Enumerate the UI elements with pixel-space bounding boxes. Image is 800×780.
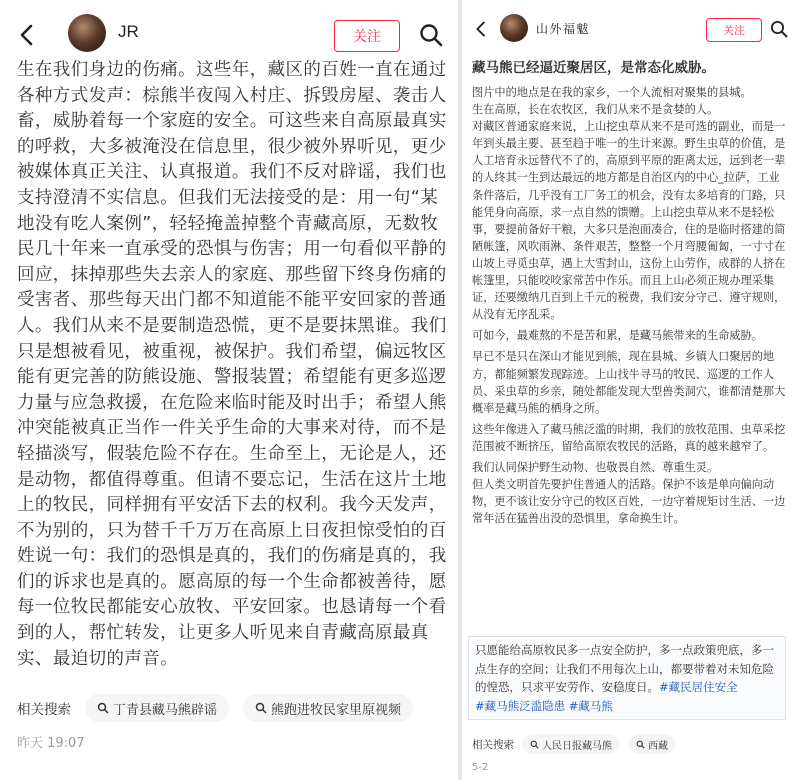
- left-header: [0, 0, 458, 64]
- right-post-heading: 藏马熊已经逼近聚居区，是常态化威胁。: [472, 60, 715, 76]
- right-paragraph-3: 对藏区普通家庭来说，上山挖虫草从来不是可选的副业，而是一年到头最主要、甚至趋于唯一的生计来源。野生虫草的价值，是人工培育永远替代不了的，高原到平原的距离太远，远到老一辈的人终其一生到达最远的地方都是自治区内的中心_拉萨，工业条件落后，几乎没有工厂务工的机会，没有太多培育的门路，只能凭身向高原，求一点自然的馈赠。上山挖虫草从来不是轻松事，要提前备好干粮，大多只是泡面凑合，住的是临时搭建的简陋帐篷，风吹雨淋、条件艰苦，整整一个月弯腰匍匐，一寸寸在山坡上寻觅虫草，遇上大雪封山，这份上山劳作，成群的人挤在帐篷里，只能咬咬家常苦中作乐。而且上山必须正规办理采集证，还要缴纳几百到上千元的税费，我们安分守己、遵守规则，从没有无序乱采。: [472, 120, 786, 322]
- left-author-name[interactable]: JR: [118, 22, 139, 41]
- right-paragraph-8: 但人类文明首先要护住普通人的活路。保护不该是单向偏向动物，更不该让安分守己的牧区百姓，一边守着规矩讨生活、一边常年活在猛兽出没的恐惧里，拿命换生计。: [472, 478, 786, 526]
- right-related-chip-1[interactable]: [522, 734, 620, 754]
- search-icon: [255, 702, 267, 714]
- left-search-button[interactable]: [414, 18, 448, 52]
- left-follow-button[interactable]: 关注: [334, 20, 400, 52]
- right-related-chip-1-label: 人民日报藏马熊: [542, 740, 612, 752]
- right-paragraph-5: 早已不是只在深山才能见到熊，现在县城、乡镇人口聚居的地方，都能频繁发现踪迹。上山找牛寻马的牧民、巡逻的工作人员、采虫草的乡亲，随处都能发现大型兽类洞穴，谁都清楚那大概率是藏马熊的栖身之所。: [472, 350, 786, 415]
- left-related-search: [17, 694, 413, 722]
- search-icon: [636, 740, 645, 749]
- back-arrow-icon: [473, 21, 489, 37]
- left-related-label: 相关搜索: [17, 702, 71, 718]
- search-icon: [97, 702, 109, 714]
- hashtag-1[interactable]: #藏民居住安全: [659, 680, 738, 694]
- left-related-chip-1-label: 丁青县藏马熊辟谣: [113, 702, 218, 718]
- right-timestamp: 5-2: [472, 762, 489, 773]
- right-avatar[interactable]: [500, 14, 528, 42]
- left-avatar[interactable]: [68, 14, 106, 52]
- right-paragraph-7: 我们认同保护野生动物、也敬畏自然、尊重生灵。: [472, 460, 719, 474]
- right-related-label: 相关搜索: [472, 738, 514, 751]
- right-paragraph-2: 生在高原，长在农牧区，我们从来不是贪婪的人。: [472, 103, 719, 117]
- right-post-panel: [462, 0, 800, 780]
- left-post-body: [17, 58, 447, 672]
- search-icon: [530, 740, 539, 749]
- left-related-chip-2-label: 熊跑进牧民家里原视频: [271, 702, 402, 718]
- right-search-button[interactable]: [766, 16, 792, 42]
- right-related-chip-2-label: 西藏: [648, 740, 668, 752]
- right-summary-box: [468, 636, 786, 720]
- left-post-paragraph: 生在我们身边的伤痛。这些年，藏区的百姓一直在通过各种方式发声：棕熊半夜闯入村庄、拆毁房屋、袭击人畜，威胁着每一个家庭的安全。可这些来自高原最真实的呼救，大多被淹没在信息里，很少被外界听见，更少被媒体真正关注、认真报道。我们不反对辟谣，我们也支持澄清不实信息。但我们无法接受的是：用一句“某地没有吃人案例”，轻轻掩盖掉整个青藏高原，无数牧民几十年来一直承受的恐惧与伤害；用一句看似平静的回应，抹掉那些失去亲人的家庭、那些留下终身伤痛的受害者、那些每天出门都不知道能不能平安回家的普通人。我们从来不是要制造恐慌，更不是要抹黑谁。我们只是想被看见，被重视，被保护。我们希望，偏远牧区能有更完善的防熊设施、警报装置；希望能有更多巡逻力量与应急救援，在危险来临时能及时出手；希望人熊冲突能被真正当作一件关乎生命的大事来对待，而不是轻描淡写，假装危险不存在。生命至上，无论是人，还是动物，都值得尊重。但请不要忘记，生活在这片土地上的牧民，同样拥有平安活下去的权利。我今天发声，不为别的，只为替千千万万在高原上日夜担惊受怕的百姓说一句：我们的恐惧是真的，我们的伤痛是真的，我们的诉求也是真的。愿高原的每一个生命都被善待，愿每一位牧民都能安心放牧、平安回家。也恳请每一个看到的人，帮忙转发，让更多人听见来自青藏高原最真实、最迫切的声音。: [17, 60, 447, 669]
- right-related-chip-2[interactable]: [628, 734, 676, 754]
- right-author-name[interactable]: 山外福魃: [536, 22, 591, 36]
- right-summary-text: 只愿能给高原牧民多一点安全防护，多一点政策兜底，多一点生存的空间；让我们不用每次上山，都要带着对未知危险的惶恐，只求平安劳作、安稳度日。: [475, 643, 774, 694]
- right-back-button[interactable]: [468, 16, 494, 42]
- left-related-chip-1[interactable]: [85, 694, 229, 722]
- hashtag-3[interactable]: #藏马熊: [568, 698, 613, 713]
- left-back-button[interactable]: [10, 18, 44, 52]
- hashtag-2[interactable]: #藏马熊泛滥隐患: [475, 698, 566, 713]
- right-paragraph-6: 这些年像进入了藏马熊泛滥的时期，我们的放牧范围、虫草采挖范围被不断挤压，留给高原农牧民的活路，真的越来越窄了。: [472, 422, 786, 453]
- search-icon: [770, 20, 788, 38]
- left-related-chip-2[interactable]: [243, 694, 413, 722]
- right-post-body: [472, 58, 786, 527]
- search-icon: [419, 23, 443, 47]
- right-paragraph-4: 可如今，最难熬的不是苦和累，是藏马熊带来的生命威胁。: [472, 329, 763, 343]
- left-timestamp: 昨天 19:07: [17, 736, 85, 751]
- right-paragraph-1: 图片中的地点是在我的家乡，一个人流相对聚集的县城。: [472, 86, 752, 99]
- back-arrow-icon: [16, 24, 38, 46]
- right-related-search: [472, 734, 676, 754]
- right-header: [462, 0, 800, 52]
- right-follow-button[interactable]: 关注: [706, 18, 762, 42]
